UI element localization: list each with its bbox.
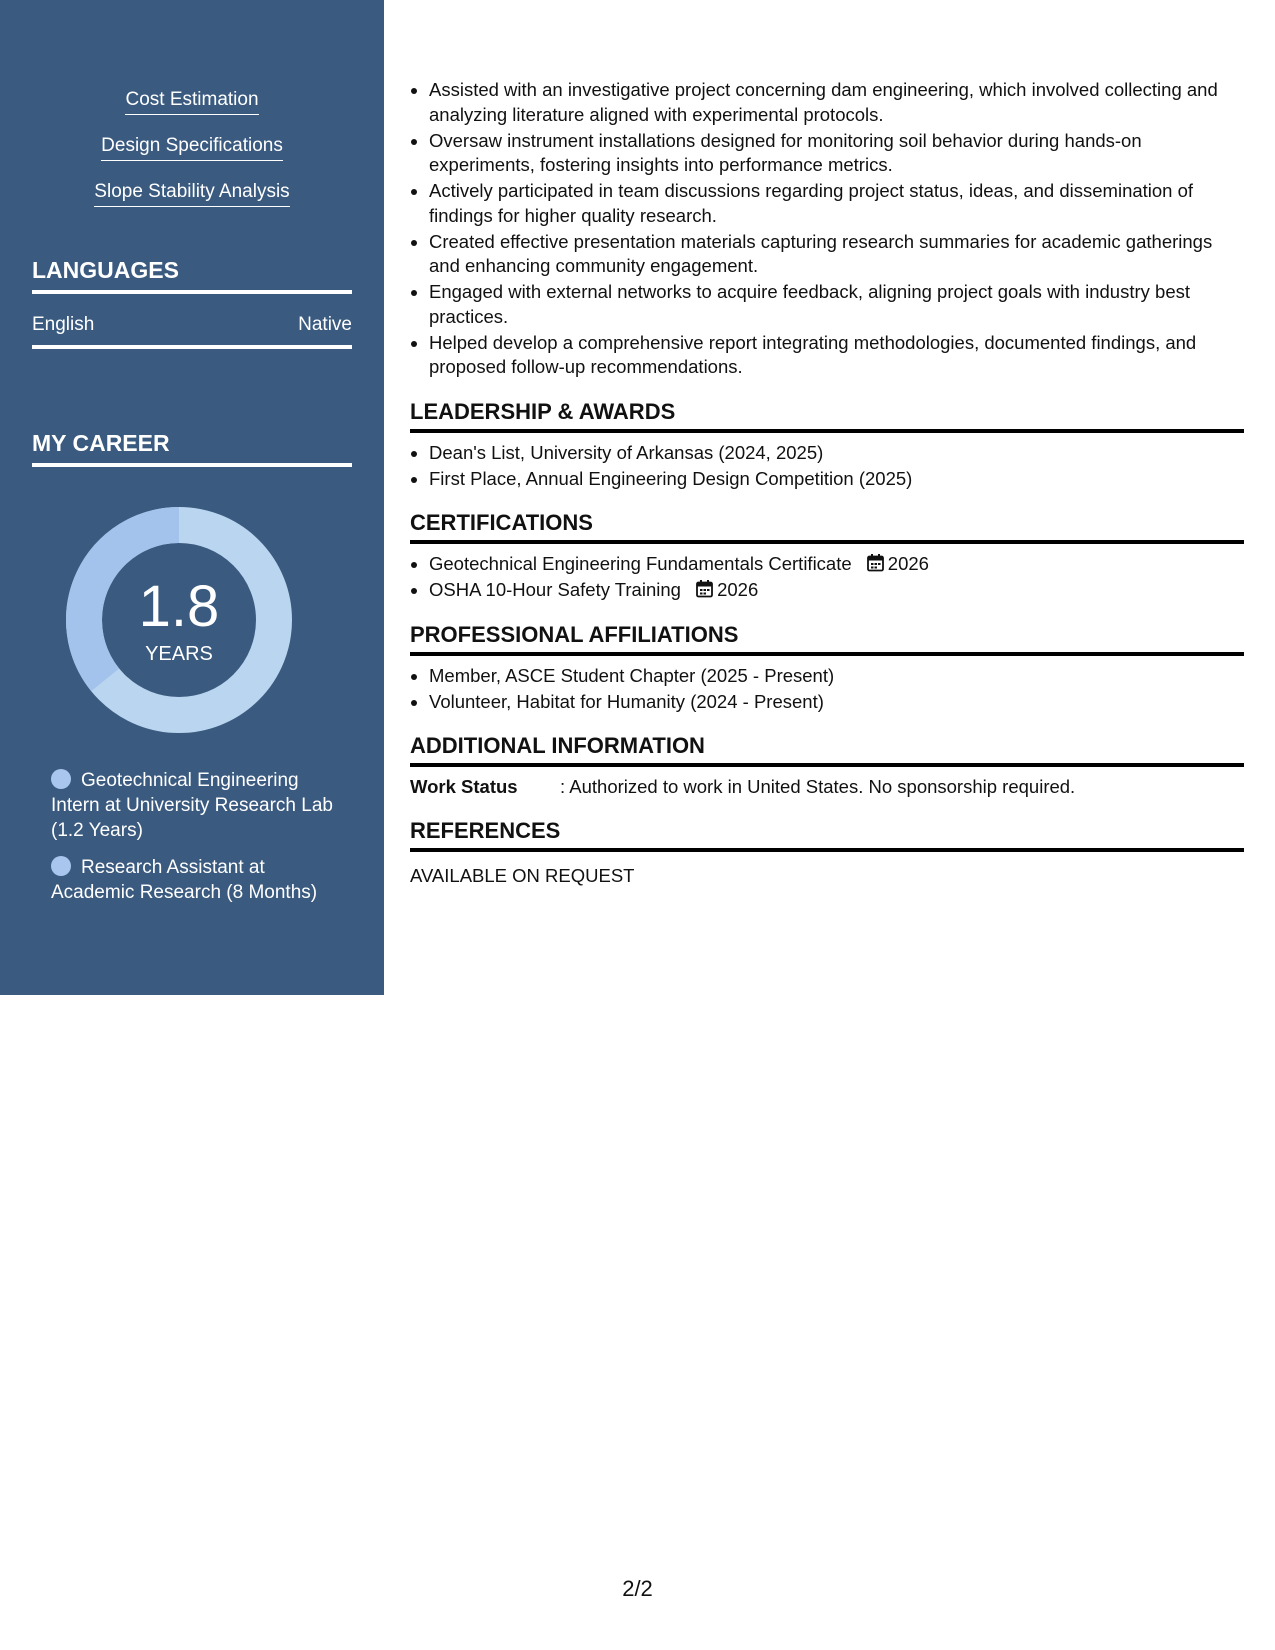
leadership-item: • First Place, Annual Engineering Design Competition (2025) [429,467,1244,492]
work-status-value: : Authorized to work in United States. No sponsorship required. [560,776,1076,797]
certification-year: 2026 [717,579,759,600]
experience-bullet: • Oversaw instrument installations designed for monitoring soil behavior during hands-on experiments, fostering insights into performance metrics. [429,129,1244,178]
calendar-icon [867,554,884,572]
main-content [410,78,1244,888]
career-heading: MY CAREER [32,429,352,467]
certification-name: Geotechnical Engineering Fundamentals Certificate [429,553,852,574]
career-list [51,768,341,917]
experience-bullet: • Helped develop a comprehensive report integrating methodologies, documented findings, and proposed follow-up recommendations. [429,331,1244,380]
certification-item [429,578,1244,603]
career-item-text: Geotechnical Engineering Intern at University Research Lab (1.2 Years) [51,770,333,841]
affiliation-item: • Member, ASCE Student Chapter (2025 - Present) [429,664,1244,689]
additional-info-heading: ADDITIONAL INFORMATION [410,733,1244,767]
leadership-heading: LEADERSHIP & AWARDS [410,399,1244,433]
work-status-label: Work Status [410,776,518,797]
experience-bullet: • Assisted with an investigative project concerning dam engineering, which involved collecting and analyzing literature aligned with experimental protocols. [429,78,1244,127]
certifications-list [410,552,1244,603]
page-number: 2/2 [622,1576,653,1601]
skill-item: Design Specifications [101,134,283,161]
skill-item: Cost Estimation [125,88,258,115]
calendar-icon [696,580,713,598]
leadership-list [410,441,1244,492]
references-text: AVAILABLE ON REQUEST [410,865,635,886]
experience-bullet: • Actively participated in team discussions regarding project status, ideas, and dissemination of findings for higher quality research. [429,179,1244,228]
legend-dot [51,856,71,876]
certification-item [429,552,1244,577]
work-status-row [410,775,1244,799]
language-row [32,313,352,349]
legend-dot [51,769,71,789]
experience-bullets [410,78,1244,380]
languages-heading: LANGUAGES [32,256,352,294]
affiliations-list [410,664,1244,715]
sidebar [0,0,384,995]
career-total-unit: YEARS [145,643,213,665]
language-name: English [32,314,95,335]
language-level: Native [298,314,352,335]
skills-list [0,88,384,226]
career-item-text: Research Assistant at Academic Research (8 Months) [51,857,318,903]
leadership-item: • Dean's List, University of Arkansas (2024, 2025) [429,441,1244,466]
certification-year: 2026 [887,553,929,574]
affiliation-item: • Volunteer, Habitat for Humanity (2024 - Present) [429,690,1244,715]
certifications-heading: CERTIFICATIONS [410,510,1244,544]
career-total-value: 1.8 [138,574,220,639]
affiliations-heading: PROFESSIONAL AFFILIATIONS [410,622,1244,656]
certification-name: OSHA 10-Hour Safety Training [429,579,681,600]
experience-bullet: • Engaged with external networks to acquire feedback, aligning project goals with industry best practices. [429,280,1244,329]
career-item [51,855,341,905]
skill-item: Slope Stability Analysis [94,180,289,207]
references-heading: REFERENCES [410,818,1244,852]
experience-bullet: • Created effective presentation materials capturing research summaries for academic gatherings and enhancing community engagement. [429,230,1244,279]
career-item [51,768,341,843]
